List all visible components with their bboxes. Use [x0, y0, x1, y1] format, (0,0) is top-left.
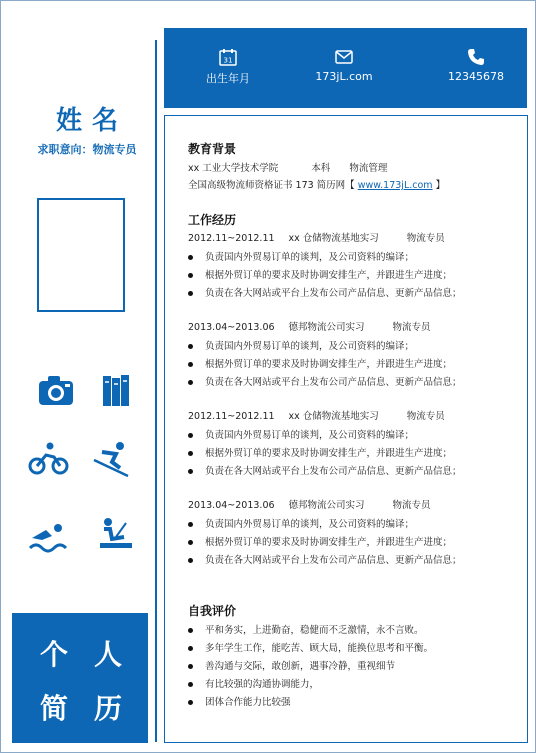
job-duty-text: 负责在各大网站或平台上发布公司产品信息、更新产品信息；: [205, 555, 462, 566]
job-duty-item: [188, 267, 452, 281]
job-period: 2013.04~2013.06: [188, 322, 275, 333]
job-header: [188, 230, 445, 244]
self-eval-text: 多年学生工作，能吃苦、顾大局，能换位思考和平衡。: [205, 643, 434, 654]
self-eval-item: [188, 622, 424, 636]
bullet-icon: [188, 362, 193, 367]
label-char-3: 简: [40, 692, 69, 725]
job-duty-text: 负责国内外贸易订单的谈判，及公司资料的编译；: [205, 341, 415, 352]
birth-contact: [200, 48, 256, 86]
bullet-icon: [188, 682, 193, 687]
certificate-suffix: 】: [435, 180, 446, 191]
svg-text:31: 31: [223, 56, 233, 65]
bullet-icon: [188, 469, 193, 474]
job-header: [188, 408, 445, 422]
work-title: 工作经历: [188, 213, 237, 227]
job-duty-item: [188, 427, 414, 441]
bullet-icon: [188, 522, 193, 527]
job-role: 物流专员: [406, 411, 445, 422]
job-duty-text: 负责在各大网站或平台上发布公司产品信息、更新产品信息；: [205, 288, 462, 299]
major: 物流管理: [349, 163, 388, 174]
job-duty-text: 负责国内外贸易订单的谈判，及公司资料的编译；: [205, 430, 415, 441]
self-eval-item: [188, 676, 319, 690]
job-duty-text: 根据外贸订单的要求及时协调安排生产，并跟进生产进度；: [205, 448, 453, 459]
job-duty-item: [188, 516, 414, 530]
job-header: [188, 319, 431, 333]
bullet-icon: [188, 664, 193, 669]
phone-contact: [444, 48, 508, 83]
job-intent: 求职意向：物流专员: [37, 143, 137, 156]
cycling-icon: [28, 440, 70, 478]
job-duty-item: [188, 285, 462, 299]
bullet-icon: [188, 451, 193, 456]
job-company: xx 仓储物流基地实习: [288, 233, 379, 244]
job-role: 物流专员: [406, 233, 445, 244]
swimming-icon: [28, 518, 70, 556]
bullet-icon: [188, 380, 193, 385]
email-text: 173jL.com: [315, 70, 373, 83]
job-duty-text: 根据外贸订单的要求及时协调安排生产，并跟进生产进度；: [205, 537, 453, 548]
job-duty-text: 负责国内外贸易订单的谈判，及公司资料的编译；: [205, 252, 415, 263]
job-duty-text: 负责在各大网站或平台上发布公司产品信息、更新产品信息；: [205, 377, 462, 388]
bullet-icon: [188, 700, 193, 705]
job-duty-text: 负责国内外贸易订单的谈判，及公司资料的编译；: [205, 519, 415, 530]
skiing-icon: [92, 440, 134, 478]
self-eval-text: 善沟通与交际，敢创新，遇事冷静，重视细节: [205, 661, 396, 672]
self-eval-item: [188, 694, 291, 708]
bullet-icon: [188, 344, 193, 349]
job-duty-item: [188, 463, 462, 477]
degree: 本科: [311, 163, 331, 174]
job-duty-item: [188, 552, 462, 566]
bullet-icon: [188, 646, 193, 651]
job-period: 2012.11~2012.11: [188, 233, 275, 244]
self-eval-title: 自我评价: [188, 604, 237, 618]
job-company: 德邦物流公司实习: [288, 322, 365, 333]
resume-label-box: [12, 613, 148, 743]
job-duty-text: 根据外贸订单的要求及时协调安排生产，并跟进生产进度；: [205, 270, 453, 281]
photo-frame: [37, 198, 125, 312]
bullet-icon: [188, 273, 193, 278]
name-heading: 姓名: [55, 106, 128, 136]
self-eval-text: 平和务实，上进勤奋，稳健而不乏激情，永不言败。: [205, 625, 424, 636]
certificate-text: 全国高级物流师资格证书 173 简历网【: [188, 180, 355, 191]
self-eval-item: [188, 640, 433, 654]
mail-icon: [335, 48, 353, 66]
birth-label: 出生年月: [206, 72, 250, 85]
phone-text: 12345678: [448, 70, 504, 83]
education-line: [188, 160, 387, 174]
books-icon: [97, 372, 139, 410]
job-company: xx 仓储物流基地实习: [288, 411, 379, 422]
email-contact: [312, 48, 376, 83]
job-duty-text: 根据外贸订单的要求及时协调安排生产，并跟进生产进度；: [205, 359, 453, 370]
school: xx 工业大学技术学院: [188, 163, 279, 174]
bullet-icon: [188, 628, 193, 633]
label-char-4: 历: [94, 692, 123, 725]
calendar-icon: [219, 48, 237, 66]
website-link[interactable]: www.173jL.com: [357, 180, 433, 191]
bullet-icon: [188, 558, 193, 563]
bullet-icon: [188, 255, 193, 260]
bullet-icon: [188, 291, 193, 296]
label-char-1: 个: [40, 638, 69, 671]
self-eval-item: [188, 658, 395, 672]
job-duty-item: [188, 338, 414, 352]
job-period: 2012.11~2012.11: [188, 411, 275, 422]
self-eval-text: 团体合作能力比较强: [205, 697, 291, 708]
job-duty-item: [188, 445, 452, 459]
job-header: [188, 497, 431, 511]
job-duty-item: [188, 249, 414, 263]
education-title: 教育背景: [188, 142, 237, 156]
job-role: 物流专员: [392, 322, 431, 333]
phone-icon: [467, 48, 485, 66]
certificate-line: [188, 177, 445, 191]
label-char-2: 人: [94, 638, 123, 671]
job-duty-item: [188, 356, 452, 370]
self-eval-text: 有比较强的沟通协调能力，: [205, 679, 320, 690]
job-duty-item: [188, 374, 462, 388]
camera-icon: [36, 372, 78, 410]
job-duty-text: 负责在各大网站或平台上发布公司产品信息、更新产品信息；: [205, 466, 462, 477]
bullet-icon: [188, 540, 193, 545]
job-period: 2013.04~2013.06: [188, 500, 275, 511]
contact-bar: [164, 28, 527, 108]
job-duty-item: [188, 534, 452, 548]
job-company: 德邦物流公司实习: [288, 500, 365, 511]
rowing-icon: [96, 515, 138, 553]
bullet-icon: [188, 433, 193, 438]
job-role: 物流专员: [392, 500, 431, 511]
